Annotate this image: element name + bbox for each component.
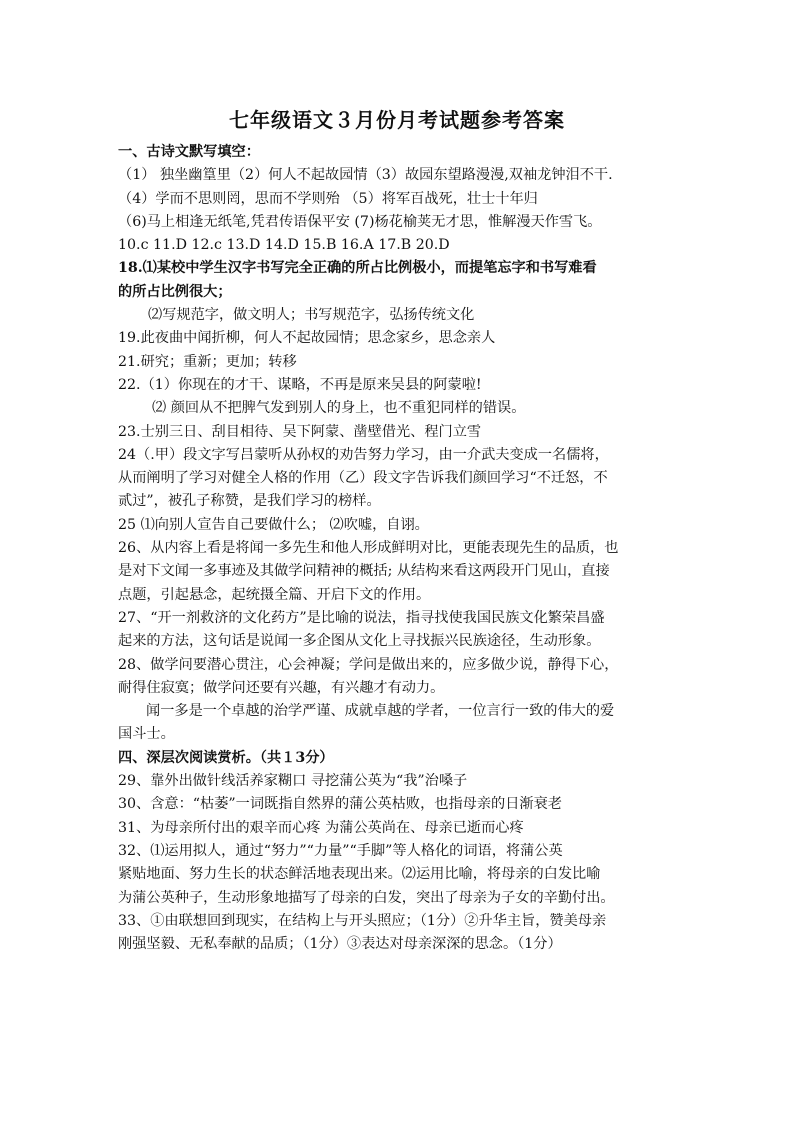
answer-line: 国斗士。 (118, 726, 175, 743)
answer-line-choices: 10.c 11.D 12.c 13.D 14.D 15.B 16.A 17.B 20.D (118, 237, 450, 254)
answer-line: 为蒲公英种子，生动形象地描写了母亲的白发，突出了母亲为子女的辛勤付出。 (118, 889, 615, 906)
answer-line-18-cont: 的所占比例很大； (118, 283, 232, 300)
answer-line: 27、“开一剂救济的文化药方”是比喻的说法，指寻找使我国民族文化繁荣昌盛 (118, 609, 605, 626)
answer-line: 23.士别三日、刮目相待、吴下阿蒙、凿壁借光、程门立雪 (118, 423, 482, 440)
answer-line: （1） 独坐幽篁里（2）何人不起故园情（3）故园东望路漫漫,双袖龙钟泪不干. (118, 167, 613, 184)
answer-line: 是对下文闻一多事迹及其做学问精神的概括; 从结构来看这两段开门见山，直接 (118, 563, 610, 580)
answer-line: 24（.甲）段文字写吕蒙听从孙权的劝告努力学习，由一介武夫变成一名儒将， (118, 446, 609, 463)
answer-line: 32、⑴运用拟人，通过“努力”“力量”“手脚”等人格化的词语，将蒲公英 (118, 842, 563, 859)
answer-line: 31、为母亲所付出的艰辛而心疼 为蒲公英尚在、母亲已逝而心疼 (118, 819, 524, 836)
answer-line: 26、从内容上看是将闻一多先生和他人形成鲜明对比，更能表现先生的品质，也 (118, 540, 619, 557)
answer-line: ⑵写规范字，做文明人；书写规范字，弘扬传统文化 (148, 307, 475, 324)
answer-content (118, 141, 678, 956)
answer-line: 33、①由联想回到现实，在结构上与开头照应；（1分）②升华主旨，赞美母亲 (118, 912, 607, 929)
page-title: 七年级语文３月份月考试题参考答案 (229, 108, 565, 132)
answer-line-18: 18.⑴某校中学生汉字书写完全正确的所占比例极小，而提笔忘字和书写难看 (118, 260, 597, 277)
answer-line: 从而阐明了学习对健全人格的作用（乙）段文字告诉我们颜回学习“不迁怒，不 (118, 470, 608, 487)
answer-line: 紧贴地面、努力生长的状态鲜活地表现出来。⑵运用比喻，将母亲的白发比喻 (118, 866, 601, 883)
answer-line: 点题，引起悬念，起统摄全篇、开启下文的作用。 (118, 586, 431, 603)
answer-line: 30、含意：“枯萎”一词既指自然界的蒲公英枯败，也指母亲的日渐衰老 (118, 796, 562, 813)
answer-line: （4）学而不思则罔，思而不学则殆 （5）将军百战死，壮士十年归 (118, 190, 538, 207)
answer-line: 19.此夜曲中闻折柳，何人不起故园情；思念家乡，思念亲人 (118, 330, 496, 347)
answer-line: 闻一多是一个卓越的治学严谨、成就卓越的学者，一位言行一致的伟大的爱 (146, 703, 615, 720)
answer-line: 21.研究；重新；更加；转移 (118, 353, 297, 370)
answer-line: 29、靠外出做针线活养家糊口 寻挖蒲公英为“我”治嗓子 (118, 773, 468, 790)
answer-line: ⑵ 颜回从不把脾气发到别人的身上，也不重犯同样的错误。 (152, 400, 526, 417)
answer-line: 耐得住寂寞；做学问还要有兴趣，有兴趣才有动力。 (118, 679, 445, 696)
answer-line: 起来的方法，这句话是说闻一多企图从文化上寻找振兴民族途径，生动形象。 (118, 633, 601, 650)
section-heading-poetry: 一、古诗文默写填空： (118, 144, 260, 160)
answer-line: 刚强坚毅、无私奉献的品质；（1分）③表达对母亲深深的思念。（1分） (118, 936, 562, 953)
answer-line: 28、做学问要潜心贯注，心会神凝；学问是做出来的，应多做少说，静得下心， (118, 656, 619, 673)
answer-line: 贰过”，被孔子称赞，是我们学习的榜样。 (118, 493, 381, 510)
answer-line: 22.（1）你现在的才干、谋略，不再是原来吴县的阿蒙啦! (118, 376, 482, 393)
answer-line: （6)马上相逢无纸笔,凭君传语保平安 (7)杨花榆荚无才思，惟解漫天作雪飞。 (118, 213, 602, 230)
answer-line: 25 ⑴向别人宣告自己要做什么； ⑵吹嘘，自诩。 (118, 516, 429, 533)
section-heading-reading: 四、深层次阅读赏析。（共１3分） (118, 749, 334, 766)
